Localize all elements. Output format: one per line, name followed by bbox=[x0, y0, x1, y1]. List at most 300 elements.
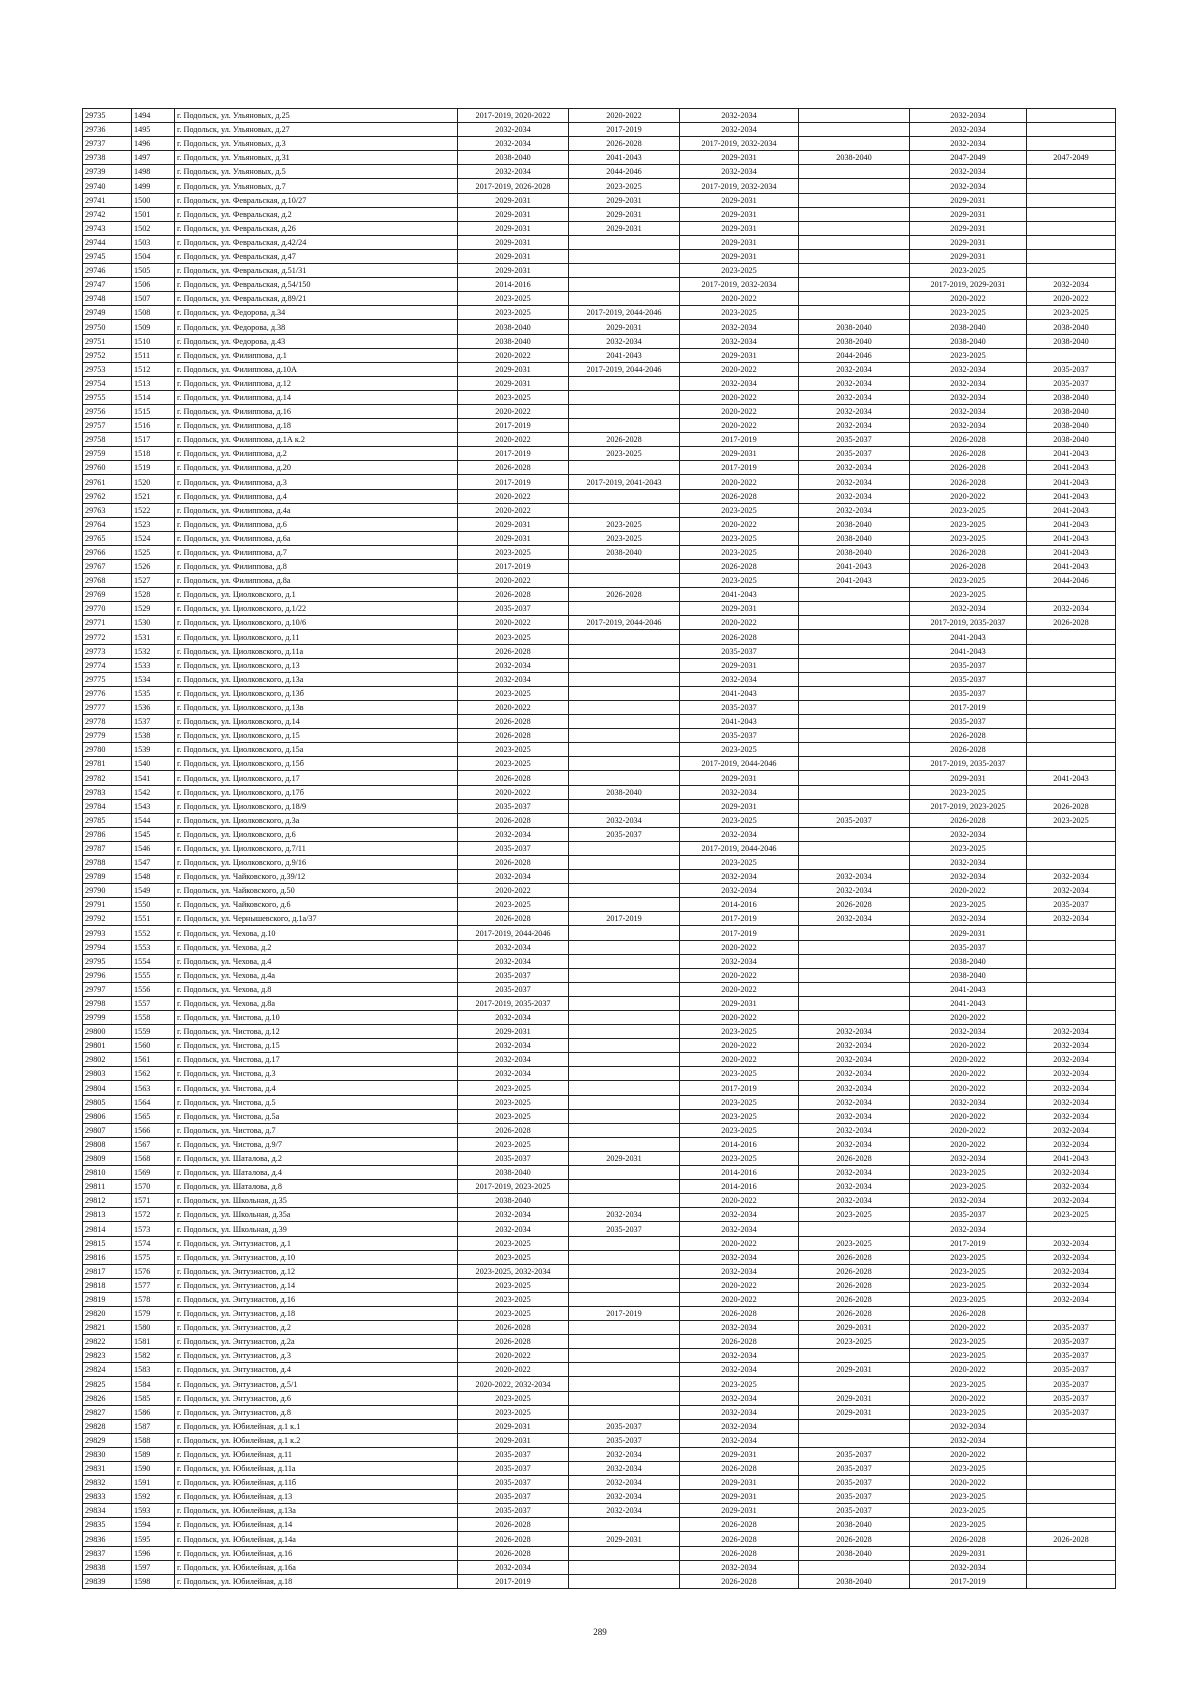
number-cell: 1574 bbox=[132, 1236, 175, 1250]
period-cell-3: 2029-2031 bbox=[680, 151, 799, 165]
period-cell-1: 2023-2025 bbox=[458, 1405, 569, 1419]
period-cell-1: 2029-2031 bbox=[458, 362, 569, 376]
period-cell-4: 2026-2028 bbox=[799, 1306, 910, 1320]
period-cell-4: 2029-2031 bbox=[799, 1391, 910, 1405]
period-cell-6 bbox=[1027, 841, 1116, 855]
address-cell: г. Подольск, ул. Чистова, д.9/7 bbox=[175, 1137, 458, 1151]
address-cell: г. Подольск, ул. Ульяновых, д.7 bbox=[175, 179, 458, 193]
period-cell-1: 2026-2028 bbox=[458, 855, 569, 869]
record-id-cell: 29803 bbox=[83, 1067, 132, 1081]
address-cell: г. Подольск, ул. Энтузиастов, д.8 bbox=[175, 1405, 458, 1419]
period-cell-3: 2041-2043 bbox=[680, 686, 799, 700]
period-cell-6: 2032-2034 bbox=[1027, 278, 1116, 292]
period-cell-5: 2032-2034 bbox=[910, 179, 1027, 193]
number-cell: 1550 bbox=[132, 898, 175, 912]
table-row bbox=[83, 475, 1116, 489]
period-cell-3: 2020-2022 bbox=[680, 1194, 799, 1208]
address-cell: г. Подольск, ул. Энтузиастов, д.5/1 bbox=[175, 1377, 458, 1391]
period-cell-4: 2035-2037 bbox=[799, 447, 910, 461]
period-cell-3: 2014-2016 bbox=[680, 1137, 799, 1151]
period-cell-3: 2032-2034 bbox=[680, 1405, 799, 1419]
period-cell-1: 2026-2028 bbox=[458, 1335, 569, 1349]
address-cell: г. Подольск, ул. Циолковского, д.7/11 bbox=[175, 841, 458, 855]
period-cell-4 bbox=[799, 602, 910, 616]
period-cell-5: 2047-2049 bbox=[910, 151, 1027, 165]
period-cell-1: 2026-2028 bbox=[458, 588, 569, 602]
record-id-cell: 29761 bbox=[83, 475, 132, 489]
period-cell-4: 2038-2040 bbox=[799, 1518, 910, 1532]
period-cell-1: 2023-2025 bbox=[458, 743, 569, 757]
table-row bbox=[83, 574, 1116, 588]
address-cell: г. Подольск, ул. Чайковского, д.39/12 bbox=[175, 870, 458, 884]
period-cell-5: 2041-2043 bbox=[910, 996, 1027, 1010]
number-cell: 1581 bbox=[132, 1335, 175, 1349]
record-id-cell: 29837 bbox=[83, 1546, 132, 1560]
number-cell: 1537 bbox=[132, 715, 175, 729]
period-cell-5: 2029-2031 bbox=[910, 771, 1027, 785]
address-cell: г. Подольск, ул. Циолковского, д.15б bbox=[175, 757, 458, 771]
table-row bbox=[83, 560, 1116, 574]
period-cell-2 bbox=[569, 1574, 680, 1588]
period-cell-1: 2017-2019 bbox=[458, 1574, 569, 1588]
period-cell-5: 2032-2034 bbox=[910, 419, 1027, 433]
address-cell: г. Подольск, ул. Филиппова, д.4 bbox=[175, 489, 458, 503]
address-cell: г. Подольск, ул. Федорова, д.38 bbox=[175, 320, 458, 334]
number-cell: 1514 bbox=[132, 390, 175, 404]
period-cell-2: 2023-2025 bbox=[569, 531, 680, 545]
period-cell-4: 2044-2046 bbox=[799, 348, 910, 362]
period-cell-2: 2029-2031 bbox=[569, 193, 680, 207]
period-cell-5: 2032-2034 bbox=[910, 137, 1027, 151]
period-cell-6: 2032-2034 bbox=[1027, 1236, 1116, 1250]
period-cell-2: 2017-2019, 2044-2046 bbox=[569, 616, 680, 630]
period-cell-1: 2032-2034 bbox=[458, 1560, 569, 1574]
period-cell-2 bbox=[569, 419, 680, 433]
period-cell-2 bbox=[569, 1194, 680, 1208]
period-cell-3: 2032-2034 bbox=[680, 376, 799, 390]
table-row bbox=[83, 1194, 1116, 1208]
table-row bbox=[83, 503, 1116, 517]
period-cell-1: 2029-2031 bbox=[458, 221, 569, 235]
period-cell-3: 2026-2028 bbox=[680, 1306, 799, 1320]
period-cell-5: 2026-2028 bbox=[910, 1532, 1027, 1546]
period-cell-2 bbox=[569, 1236, 680, 1250]
period-cell-4 bbox=[799, 982, 910, 996]
period-cell-2 bbox=[569, 1405, 680, 1419]
number-cell: 1587 bbox=[132, 1419, 175, 1433]
period-cell-2: 2032-2034 bbox=[569, 1476, 680, 1490]
record-id-cell: 29807 bbox=[83, 1123, 132, 1137]
period-cell-1: 2023-2025, 2032-2034 bbox=[458, 1264, 569, 1278]
period-cell-1: 2029-2031 bbox=[458, 517, 569, 531]
period-cell-3: 2023-2025 bbox=[680, 306, 799, 320]
period-cell-5: 2041-2043 bbox=[910, 630, 1027, 644]
address-cell: г. Подольск, ул. Филиппова, д.6 bbox=[175, 517, 458, 531]
period-cell-3: 2035-2037 bbox=[680, 700, 799, 714]
period-cell-5: 2035-2037 bbox=[910, 940, 1027, 954]
number-cell: 1551 bbox=[132, 912, 175, 926]
period-cell-3: 2020-2022 bbox=[680, 1236, 799, 1250]
table-row bbox=[83, 898, 1116, 912]
table-row bbox=[83, 1053, 1116, 1067]
period-cell-3: 2035-2037 bbox=[680, 644, 799, 658]
period-cell-2 bbox=[569, 1292, 680, 1306]
address-cell: г. Подольск, ул. Ульяновых, д.25 bbox=[175, 109, 458, 123]
address-cell: г. Подольск, ул. Циолковского, д.10/6 bbox=[175, 616, 458, 630]
period-cell-1: 2032-2034 bbox=[458, 165, 569, 179]
period-cell-3: 2023-2025 bbox=[680, 813, 799, 827]
address-cell: г. Подольск, ул. Циолковского, д.6 bbox=[175, 827, 458, 841]
period-cell-6 bbox=[1027, 743, 1116, 757]
period-cell-2 bbox=[569, 982, 680, 996]
period-cell-6: 2041-2043 bbox=[1027, 1151, 1116, 1165]
table-row bbox=[83, 278, 1116, 292]
period-cell-5: 2035-2037 bbox=[910, 658, 1027, 672]
table-row bbox=[83, 813, 1116, 827]
address-cell: г. Подольск, ул. Юбилейная, д.14а bbox=[175, 1532, 458, 1546]
period-cell-4 bbox=[799, 278, 910, 292]
number-cell: 1535 bbox=[132, 686, 175, 700]
period-cell-1: 2038-2040 bbox=[458, 151, 569, 165]
period-cell-4 bbox=[799, 686, 910, 700]
period-cell-6: 2035-2037 bbox=[1027, 1335, 1116, 1349]
period-cell-2: 2035-2037 bbox=[569, 827, 680, 841]
period-cell-5: 2032-2034 bbox=[910, 404, 1027, 418]
period-cell-4: 2035-2037 bbox=[799, 1490, 910, 1504]
period-cell-2: 2023-2025 bbox=[569, 179, 680, 193]
period-cell-1: 2032-2034 bbox=[458, 954, 569, 968]
address-cell: г. Подольск, ул. Чехова, д.4а bbox=[175, 968, 458, 982]
period-cell-1: 2035-2037 bbox=[458, 1447, 569, 1461]
number-cell: 1495 bbox=[132, 123, 175, 137]
period-cell-3: 2023-2025 bbox=[680, 1067, 799, 1081]
number-cell: 1525 bbox=[132, 545, 175, 559]
period-cell-5: 2020-2022 bbox=[910, 1363, 1027, 1377]
period-cell-6: 2035-2037 bbox=[1027, 1321, 1116, 1335]
record-id-cell: 29771 bbox=[83, 616, 132, 630]
number-cell: 1528 bbox=[132, 588, 175, 602]
period-cell-1: 2023-2025 bbox=[458, 1292, 569, 1306]
address-cell: г. Подольск, ул. Шаталова, д.8 bbox=[175, 1180, 458, 1194]
address-cell: г. Подольск, ул. Энтузиастов, д.2а bbox=[175, 1335, 458, 1349]
address-cell: г. Подольск, ул. Февральская, д.89/21 bbox=[175, 292, 458, 306]
period-cell-2: 2029-2031 bbox=[569, 1151, 680, 1165]
number-cell: 1586 bbox=[132, 1405, 175, 1419]
period-cell-2 bbox=[569, 672, 680, 686]
period-cell-4 bbox=[799, 221, 910, 235]
period-cell-3: 2032-2034 bbox=[680, 334, 799, 348]
period-cell-3: 2023-2025 bbox=[680, 545, 799, 559]
period-cell-3: 2032-2034 bbox=[680, 1349, 799, 1363]
period-cell-3: 2032-2034 bbox=[680, 1208, 799, 1222]
period-cell-4 bbox=[799, 179, 910, 193]
period-cell-2 bbox=[569, 686, 680, 700]
address-cell: г. Подольск, ул. Школьная, д.35 bbox=[175, 1194, 458, 1208]
period-cell-2: 2026-2028 bbox=[569, 588, 680, 602]
number-cell: 1498 bbox=[132, 165, 175, 179]
period-cell-2 bbox=[569, 658, 680, 672]
period-cell-4: 2032-2034 bbox=[799, 912, 910, 926]
number-cell: 1511 bbox=[132, 348, 175, 362]
table-row bbox=[83, 1137, 1116, 1151]
period-cell-5: 2035-2037 bbox=[910, 686, 1027, 700]
table-row bbox=[83, 545, 1116, 559]
table-row bbox=[83, 235, 1116, 249]
address-cell: г. Подольск, ул. Филиппова, д.16 bbox=[175, 404, 458, 418]
period-cell-2: 2017-2019 bbox=[569, 1306, 680, 1320]
record-id-cell: 29788 bbox=[83, 855, 132, 869]
number-cell: 1542 bbox=[132, 785, 175, 799]
period-cell-4: 2032-2034 bbox=[799, 376, 910, 390]
record-id-cell: 29776 bbox=[83, 686, 132, 700]
record-id-cell: 29811 bbox=[83, 1180, 132, 1194]
number-cell: 1562 bbox=[132, 1067, 175, 1081]
period-cell-6 bbox=[1027, 207, 1116, 221]
period-cell-3: 2026-2028 bbox=[680, 630, 799, 644]
period-cell-3: 2026-2028 bbox=[680, 560, 799, 574]
period-cell-4 bbox=[799, 940, 910, 954]
number-cell: 1510 bbox=[132, 334, 175, 348]
period-cell-4: 2029-2031 bbox=[799, 1363, 910, 1377]
address-cell: г. Подольск, ул. Циолковского, д.15а bbox=[175, 743, 458, 757]
period-cell-6: 2041-2043 bbox=[1027, 475, 1116, 489]
period-cell-6 bbox=[1027, 249, 1116, 263]
period-cell-3: 2020-2022 bbox=[680, 390, 799, 404]
number-cell: 1516 bbox=[132, 419, 175, 433]
period-cell-6 bbox=[1027, 996, 1116, 1010]
address-cell: г. Подольск, ул. Юбилейная, д.1 к.2 bbox=[175, 1433, 458, 1447]
period-cell-2 bbox=[569, 1335, 680, 1349]
address-cell: г. Подольск, ул. Филиппова, д.2 bbox=[175, 447, 458, 461]
period-cell-6: 2035-2037 bbox=[1027, 1363, 1116, 1377]
period-cell-4 bbox=[799, 954, 910, 968]
record-id-cell: 29800 bbox=[83, 1025, 132, 1039]
address-cell: г. Подольск, ул. Циолковского, д.17 bbox=[175, 771, 458, 785]
number-cell: 1506 bbox=[132, 278, 175, 292]
period-cell-3: 2029-2031 bbox=[680, 996, 799, 1010]
period-cell-4: 2038-2040 bbox=[799, 517, 910, 531]
address-cell: г. Подольск, ул. Чайковского, д.6 bbox=[175, 898, 458, 912]
period-cell-1: 2023-2025 bbox=[458, 1081, 569, 1095]
record-id-cell: 29742 bbox=[83, 207, 132, 221]
table-row bbox=[83, 193, 1116, 207]
number-cell: 1554 bbox=[132, 954, 175, 968]
period-cell-6 bbox=[1027, 1306, 1116, 1320]
address-cell: г. Подольск, ул. Энтузиастов, д.3 bbox=[175, 1349, 458, 1363]
period-cell-5: 2023-2025 bbox=[910, 1335, 1027, 1349]
period-cell-5: 2023-2025 bbox=[910, 1166, 1027, 1180]
number-cell: 1553 bbox=[132, 940, 175, 954]
table-row bbox=[83, 1335, 1116, 1349]
record-id-cell: 29767 bbox=[83, 560, 132, 574]
number-cell: 1593 bbox=[132, 1504, 175, 1518]
number-cell: 1544 bbox=[132, 813, 175, 827]
table-row bbox=[83, 588, 1116, 602]
address-cell: г. Подольск, ул. Чехова, д.8 bbox=[175, 982, 458, 996]
period-cell-2: 2032-2034 bbox=[569, 1490, 680, 1504]
period-cell-6 bbox=[1027, 630, 1116, 644]
period-cell-5: 2020-2022 bbox=[910, 1476, 1027, 1490]
period-cell-6 bbox=[1027, 221, 1116, 235]
period-cell-5: 2023-2025 bbox=[910, 503, 1027, 517]
record-id-cell: 29754 bbox=[83, 376, 132, 390]
table-row bbox=[83, 968, 1116, 982]
period-cell-5: 2023-2025 bbox=[910, 348, 1027, 362]
period-cell-4 bbox=[799, 799, 910, 813]
period-cell-2 bbox=[569, 1011, 680, 1025]
table-row bbox=[83, 264, 1116, 278]
period-cell-4: 2032-2034 bbox=[799, 1123, 910, 1137]
period-cell-6 bbox=[1027, 672, 1116, 686]
number-cell: 1556 bbox=[132, 982, 175, 996]
record-id-cell: 29804 bbox=[83, 1081, 132, 1095]
record-id-cell: 29769 bbox=[83, 588, 132, 602]
record-id-cell: 29766 bbox=[83, 545, 132, 559]
number-cell: 1561 bbox=[132, 1053, 175, 1067]
period-cell-5: 2032-2034 bbox=[910, 109, 1027, 123]
period-cell-4 bbox=[799, 249, 910, 263]
period-cell-5: 2026-2028 bbox=[910, 729, 1027, 743]
period-cell-5: 2035-2037 bbox=[910, 672, 1027, 686]
record-id-cell: 29794 bbox=[83, 940, 132, 954]
period-cell-1: 2035-2037 bbox=[458, 1476, 569, 1490]
period-cell-4: 2026-2028 bbox=[799, 1278, 910, 1292]
record-id-cell: 29801 bbox=[83, 1039, 132, 1053]
period-cell-5: 2023-2025 bbox=[910, 785, 1027, 799]
record-id-cell: 29743 bbox=[83, 221, 132, 235]
period-cell-5: 2023-2025 bbox=[910, 841, 1027, 855]
table-row bbox=[83, 517, 1116, 531]
period-cell-1: 2026-2028 bbox=[458, 771, 569, 785]
period-cell-6 bbox=[1027, 982, 1116, 996]
address-cell: г. Подольск, ул. Шаталова, д.2 bbox=[175, 1151, 458, 1165]
period-cell-6: 2044-2046 bbox=[1027, 574, 1116, 588]
period-cell-1: 2032-2034 bbox=[458, 827, 569, 841]
period-cell-2 bbox=[569, 1518, 680, 1532]
period-cell-6 bbox=[1027, 658, 1116, 672]
address-cell: г. Подольск, ул. Чернышевского, д.1а/37 bbox=[175, 912, 458, 926]
period-cell-5: 2026-2028 bbox=[910, 475, 1027, 489]
period-cell-3: 2032-2034 bbox=[680, 1222, 799, 1236]
record-id-cell: 29819 bbox=[83, 1292, 132, 1306]
period-cell-5: 2032-2034 bbox=[910, 870, 1027, 884]
period-cell-3: 2032-2034 bbox=[680, 320, 799, 334]
period-cell-6 bbox=[1027, 348, 1116, 362]
period-cell-2 bbox=[569, 1560, 680, 1574]
record-id-cell: 29809 bbox=[83, 1151, 132, 1165]
period-cell-4: 2029-2031 bbox=[799, 1405, 910, 1419]
period-cell-1: 2020-2022 bbox=[458, 503, 569, 517]
period-cell-3: 2023-2025 bbox=[680, 1123, 799, 1137]
period-cell-2: 2029-2031 bbox=[569, 221, 680, 235]
period-cell-1: 2032-2034 bbox=[458, 1208, 569, 1222]
period-cell-6: 2032-2034 bbox=[1027, 1123, 1116, 1137]
period-cell-3: 2032-2034 bbox=[680, 785, 799, 799]
table-row bbox=[83, 1518, 1116, 1532]
period-cell-6 bbox=[1027, 1490, 1116, 1504]
period-cell-2 bbox=[569, 968, 680, 982]
period-cell-3: 2023-2025 bbox=[680, 503, 799, 517]
table-row bbox=[83, 616, 1116, 630]
period-cell-4: 2023-2025 bbox=[799, 1335, 910, 1349]
period-cell-1: 2029-2031 bbox=[458, 1419, 569, 1433]
period-cell-2: 2035-2037 bbox=[569, 1433, 680, 1447]
period-cell-2 bbox=[569, 1250, 680, 1264]
address-cell: г. Подольск, ул. Циолковского, д.1 bbox=[175, 588, 458, 602]
period-cell-5: 2020-2022 bbox=[910, 489, 1027, 503]
period-cell-2 bbox=[569, 898, 680, 912]
number-cell: 1540 bbox=[132, 757, 175, 771]
period-cell-2 bbox=[569, 560, 680, 574]
address-cell: г. Подольск, ул. Федорова, д.34 bbox=[175, 306, 458, 320]
period-cell-4 bbox=[799, 855, 910, 869]
period-cell-3: 2020-2022 bbox=[680, 517, 799, 531]
period-cell-6 bbox=[1027, 109, 1116, 123]
address-cell: г. Подольск, ул. Чистова, д.5 bbox=[175, 1095, 458, 1109]
number-cell: 1589 bbox=[132, 1447, 175, 1461]
period-cell-4 bbox=[799, 644, 910, 658]
period-cell-5: 2038-2040 bbox=[910, 954, 1027, 968]
period-cell-3: 2023-2025 bbox=[680, 855, 799, 869]
period-cell-6: 2041-2043 bbox=[1027, 560, 1116, 574]
period-cell-1: 2020-2022 bbox=[458, 616, 569, 630]
period-cell-3: 2029-2031 bbox=[680, 348, 799, 362]
number-cell: 1533 bbox=[132, 658, 175, 672]
period-cell-4: 2035-2037 bbox=[799, 1476, 910, 1490]
period-cell-3: 2023-2025 bbox=[680, 743, 799, 757]
period-cell-5: 2023-2025 bbox=[910, 1377, 1027, 1391]
period-cell-1: 2026-2028 bbox=[458, 1123, 569, 1137]
period-cell-3: 2032-2034 bbox=[680, 1560, 799, 1574]
period-cell-2 bbox=[569, 1067, 680, 1081]
table-row bbox=[83, 1560, 1116, 1574]
period-cell-2: 2032-2034 bbox=[569, 1447, 680, 1461]
record-id-cell: 29775 bbox=[83, 672, 132, 686]
record-id-cell: 29747 bbox=[83, 278, 132, 292]
period-cell-1: 2020-2022 bbox=[458, 489, 569, 503]
period-cell-6 bbox=[1027, 137, 1116, 151]
record-id-cell: 29798 bbox=[83, 996, 132, 1010]
address-cell: г. Подольск, ул. Энтузиастов, д.18 bbox=[175, 1306, 458, 1320]
period-cell-5: 2023-2025 bbox=[910, 1250, 1027, 1264]
period-cell-3: 2029-2031 bbox=[680, 207, 799, 221]
period-cell-5: 2032-2034 bbox=[910, 362, 1027, 376]
period-cell-1: 2032-2034 bbox=[458, 658, 569, 672]
period-cell-6: 2041-2043 bbox=[1027, 461, 1116, 475]
period-cell-6 bbox=[1027, 179, 1116, 193]
period-cell-3: 2017-2019 bbox=[680, 461, 799, 475]
period-cell-3: 2020-2022 bbox=[680, 982, 799, 996]
record-id-cell: 29812 bbox=[83, 1194, 132, 1208]
table-row bbox=[83, 1419, 1116, 1433]
record-id-cell: 29830 bbox=[83, 1447, 132, 1461]
record-id-cell: 29822 bbox=[83, 1335, 132, 1349]
period-cell-4: 2032-2034 bbox=[799, 1137, 910, 1151]
record-id-cell: 29810 bbox=[83, 1166, 132, 1180]
period-cell-3: 2029-2031 bbox=[680, 249, 799, 263]
record-id-cell: 29760 bbox=[83, 461, 132, 475]
table-row bbox=[83, 1405, 1116, 1419]
period-cell-1: 2026-2028 bbox=[458, 1518, 569, 1532]
period-cell-5: 2032-2034 bbox=[910, 855, 1027, 869]
record-id-cell: 29797 bbox=[83, 982, 132, 996]
period-cell-1: 2029-2031 bbox=[458, 1433, 569, 1447]
period-cell-6: 2032-2034 bbox=[1027, 602, 1116, 616]
period-cell-4 bbox=[799, 672, 910, 686]
period-cell-2 bbox=[569, 1278, 680, 1292]
table-row bbox=[83, 785, 1116, 799]
period-cell-4 bbox=[799, 1011, 910, 1025]
